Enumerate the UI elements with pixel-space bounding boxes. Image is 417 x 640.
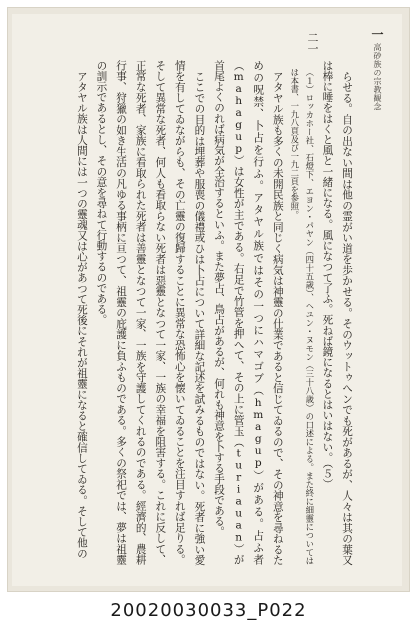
page-marker: 一 [370,28,384,40]
page-number: 二一 [306,32,319,54]
archive-id-caption: 20020030033_P022 [110,600,307,621]
paragraph: ここでの目的は埋葬や服喪の儀禮或ひは卜占について詳細な記述を試みるものではない。死者に強い愛情を有してゐながらも、その亡靈の復歸することに異常な恐怖心を懐いてゐることを注目すれば足りる。そして異常な死者、何人も看取らない死者は惡靈となつて一家、一族の幸福を阻害する。これに反して、正常な死者、家族に看取られた死者は善靈となつて一家、一族を守護してくれるのである。經濟的、農耕行事、狩獵の如き生活の凡ゆる事柄に亘つて、祖靈の庇護に負ふものである。多くの祭祀では、夢は祖靈の訓示であるとし、その意を尋ねて行動するのである。 [95,60,206,565]
paragraph: らせる。自の出ない間は他の霊がい道を歩かせる。そのウットゥへンでも死があるが、人々は其の葉又は棒に唾をはくと風と一緒になる。風になつて了ふ。死ねば鏡になるとはいはない。（５） [321,60,353,565]
paragraph: アタヤル族も多くの未開民族と同じく病気は神靈の仕業であると信じてゐるので、その神意を尋ねるための呪禁、卜占を行ふ。アタヤル族ではその一つにハマゴブ（hmagup）がある。占ふ者（mahagup）は女性が主である。右足で竹管を押へて、その上に管玉（turiauan）が首尾よくのれば病気が全治するといふ。また夢占、鳥占があるが、何れも神意を卜する手段である。 [213,60,284,565]
page-header [369,28,386,111]
footnote: （１）ロッカホー社、石燈下、エヨン・パヤン（四十五歳）、ヘユン・ヌモン（三十八歳）の口述による。また終に細靈についてはは本書、一九八頁及び一九二頁を参照。 [289,68,315,565]
paragraph: アタヤル族は人間には一つの靈魂又は心があつて死後にそれが祖靈になると確信してゐる。そして他の [75,70,88,559]
running-title: 高砂族の宗教観念 [373,43,382,111]
scanned-sheet [8,8,409,591]
body-text [71,60,356,565]
book-page [12,14,402,586]
